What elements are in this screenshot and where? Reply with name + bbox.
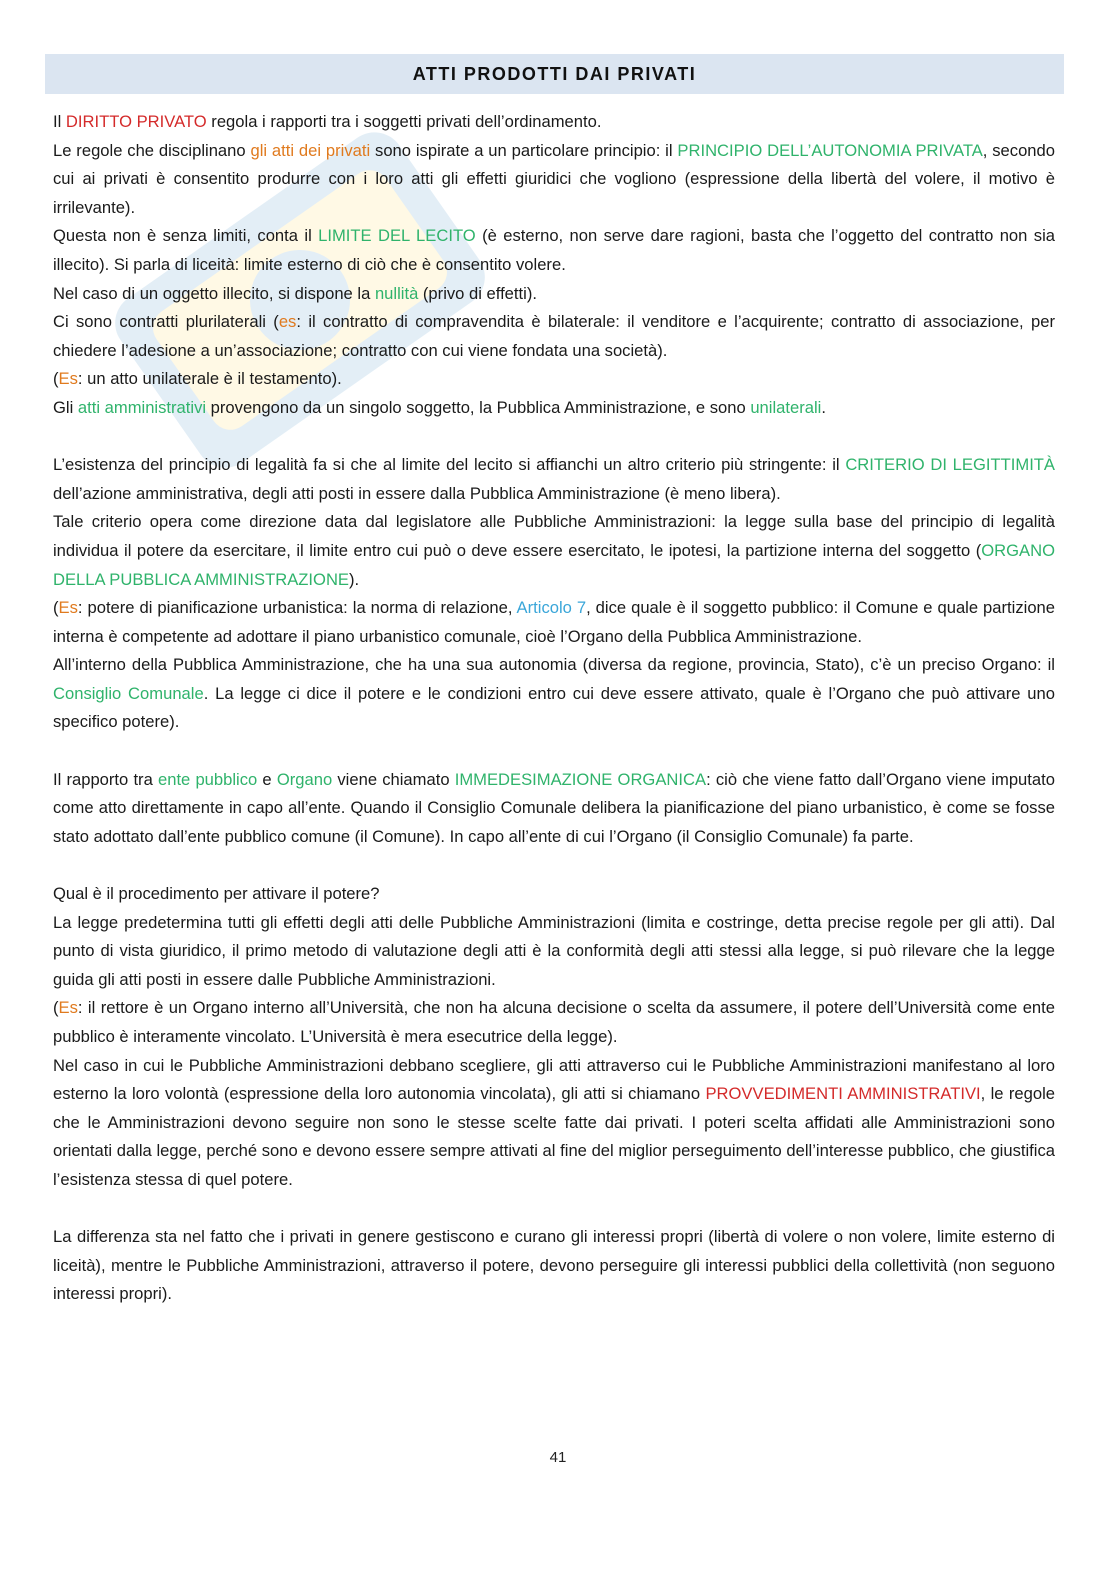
example-tag: Es — [58, 598, 78, 618]
paragraph-gap — [53, 737, 1055, 766]
paragraph-gap — [53, 1195, 1055, 1224]
paragraph-legittimita: L’esistenza del principio di legalità fa si che al limite del lecito si affianchi un altro criterio più stringente: il CRITERIO DI LEGITTIMITÀ dell’azione amministrativa, degli atti posti in essere dalla Pubblica Amministrazione (è meno libera). — [53, 455, 1056, 503]
page-title-bar — [45, 54, 1064, 94]
paragraph-atti-amministrativi: Gli atti amministrativi provengono da un singolo soggetto, la Pubblica Amministrazione, e sono unilaterali. — [53, 397, 826, 417]
term-organo-pa: ORGANO DELLA PUBBLICA AMMINISTRAZIONE — [53, 540, 1055, 589]
paragraph-predetermina: La legge predetermina tutti gli effetti degli atti delle Pubbliche Amministrazioni (limita e costringe, detta precise regole per gli atti). Dal punto di vista giuridico, il primo metodo di valutazione degli atti è la conformità degli atti stessi alla legge, si può rilevare che la legge guida gli atti posti in essere dalle Pubbliche Amministrazioni. — [53, 912, 1055, 989]
paragraph-plurilaterali: Ci sono contratti plurilaterali (es: il contratto di compravendita è bilaterale: il venditore e l’acquirente; contratto di associazione, per chiedere l’adesione a un’associazione; contratto con cui viene fondata una società). — [53, 312, 1055, 360]
paragraph-gap — [53, 423, 1055, 452]
paragraph-nullita: Nel caso di un oggetto illecito, si dispone la nullità (privo di effetti). — [53, 283, 537, 303]
paragraph-limite-lecito: Questa non è senza limiti, conta il LIMITE DEL LECITO (è esterno, non serve dare ragioni, basta che l’oggetto del contratto non sia illecito). Si parla di liceità: limite esterno di ciò che è consentito volere. — [53, 226, 1055, 274]
example-tag: es — [278, 312, 297, 332]
term-unilaterali: unilaterali — [750, 397, 822, 417]
term-principio-autonomia: PRINCIPIO DELL’AUTONOMIA PRIVATA — [677, 140, 983, 160]
term-nullita: nullità — [374, 283, 419, 303]
term-articolo-7: Articolo 7 — [516, 598, 587, 618]
term-ente-pubblico: ente pubblico — [157, 769, 258, 789]
paragraph-rettore: (Es: il rettore è un Organo interno all’Università, che non ha alcuna decisione o scelta da assumere, il potere dell’Università come ente pubblico è interamente vincolato. L’Università è mera esecutrice della legge). — [53, 998, 1055, 1046]
example-tag: Es — [58, 998, 78, 1018]
paragraph-criterio: Tale criterio opera come direzione data dal legislatore alle Pubbliche Amministrazioni: la legge sulla base del principio di legalità individua il potere da esercitare, il limite entro cui può o deve essere esercitato, le ipotesi, la partizione interna del soggetto (ORGANO DELLA PUBBLICA AMMINISTRAZIONE). — [53, 512, 1055, 589]
term-immedesimazione-organica: IMMEDESIMAZIONE ORGANICA — [454, 769, 707, 789]
paragraph-consiglio-comunale: All’interno della Pubblica Amministrazione, che ha una sua autonomia (diversa da regione, provincia, Stato), c’è un preciso Organo: il Consiglio Comunale. La legge ci dice il potere e le condizioni entro cui deve essere attivato, quale è l’Organo che può attivare uno specifico potere). — [53, 655, 1055, 732]
paragraph-provvedimenti: Nel caso in cui le Pubbliche Amministrazioni debbano scegliere, gli atti attraverso cui le Pubbliche Amministrazioni manifestano al loro esterno la loro volontà (espressione della loro autonomia vincolata), gli atti si chiamano PROVVEDIMENTI AMMINISTRATIVI, le regole che le Amministrazioni devono seguire non sono le stesse scelte fatte dai privati. I poteri scelta affidati alle Amministrazioni sono orientati dalla legge, perché sono e devono essere sempre attivati al fine del miglior perseguimento dell’interesse pubblico, che giustifica l’esistenza stessa di quel potere. — [53, 1055, 1056, 1189]
paragraph-gap — [53, 851, 1055, 880]
document-body — [53, 108, 1055, 1309]
term-consiglio-comunale: Consiglio Comunale — [53, 683, 204, 703]
term-limite-lecito: LIMITE DEL LECITO — [318, 226, 476, 246]
term-diritto-privato: DIRITTO PRIVATO — [65, 112, 207, 131]
paragraph-immedesimazione: Il rapporto tra ente pubblico e Organo viene chiamato IMMEDESIMAZIONE ORGANICA: ciò che viene fatto dall’Organo viene imputato come atto direttamente in capo all’ente. Quando il Consiglio Comunale delibera la pianificazione del piano urbanistico, è come se fosse stato adottato dall’ente pubblico comune (il Comune). In capo all’ente di cui l’Organo (il Consiglio Comunale) fa parte. — [53, 769, 1055, 846]
term-atti-amministrativi: atti amministrativi — [77, 397, 207, 417]
page-title: ATTI PRODOTTI DAI PRIVATI — [412, 63, 697, 84]
term-criterio-legittimita: CRITERIO DI LEGITTIMITÀ — [845, 455, 1056, 475]
page-number: 41 — [549, 1449, 567, 1466]
paragraph-pianificazione: (Es: potere di pianificazione urbanistica: la norma di relazione, Articolo 7, dice quale è il soggetto pubblico: il Comune e quale partizione interna è competente ad adottare il piano urbanistico comunale, cioè l’Organo della Pubblica Amministrazione. — [53, 598, 1056, 646]
paragraph-question: Qual è il procedimento per attivare il potere? — [53, 884, 380, 904]
term-provvedimenti-amministrativi: PROVVEDIMENTI AMMINISTRATIVI — [705, 1084, 981, 1104]
term-organo: Organo — [276, 769, 333, 789]
paragraph-testamento: (Es: un atto unilaterale è il testamento). — [53, 369, 342, 389]
paragraph-autonomia-privata: Le regole che disciplinano gli atti dei privati sono ispirate a un particolare principio: il PRINCIPIO DELL’AUTONOMIA PRIVATA, secondo cui ai privati è consentito produrre con i loro atti gli effetti giuridici che vogliono (espressione della libertà del volere, il motivo è irrilevante). — [53, 140, 1055, 217]
example-tag: Es — [58, 369, 78, 389]
term-atti-dei-privati: gli atti dei privati — [250, 140, 371, 160]
paragraph-diritto-privato: Il DIRITTO PRIVATO regola i rapporti tra i soggetti privati dell’ordinamento. — [53, 112, 602, 131]
paragraph-differenza: La differenza sta nel fatto che i privati in genere gestiscono e curano gli interessi propri (libertà di volere o non volere, limite esterno di liceità), mentre le Pubbliche Amministrazioni, attraverso il potere, devono perseguire gli interessi pubblici della collettività (non seguono interessi propri). — [53, 1227, 1055, 1304]
